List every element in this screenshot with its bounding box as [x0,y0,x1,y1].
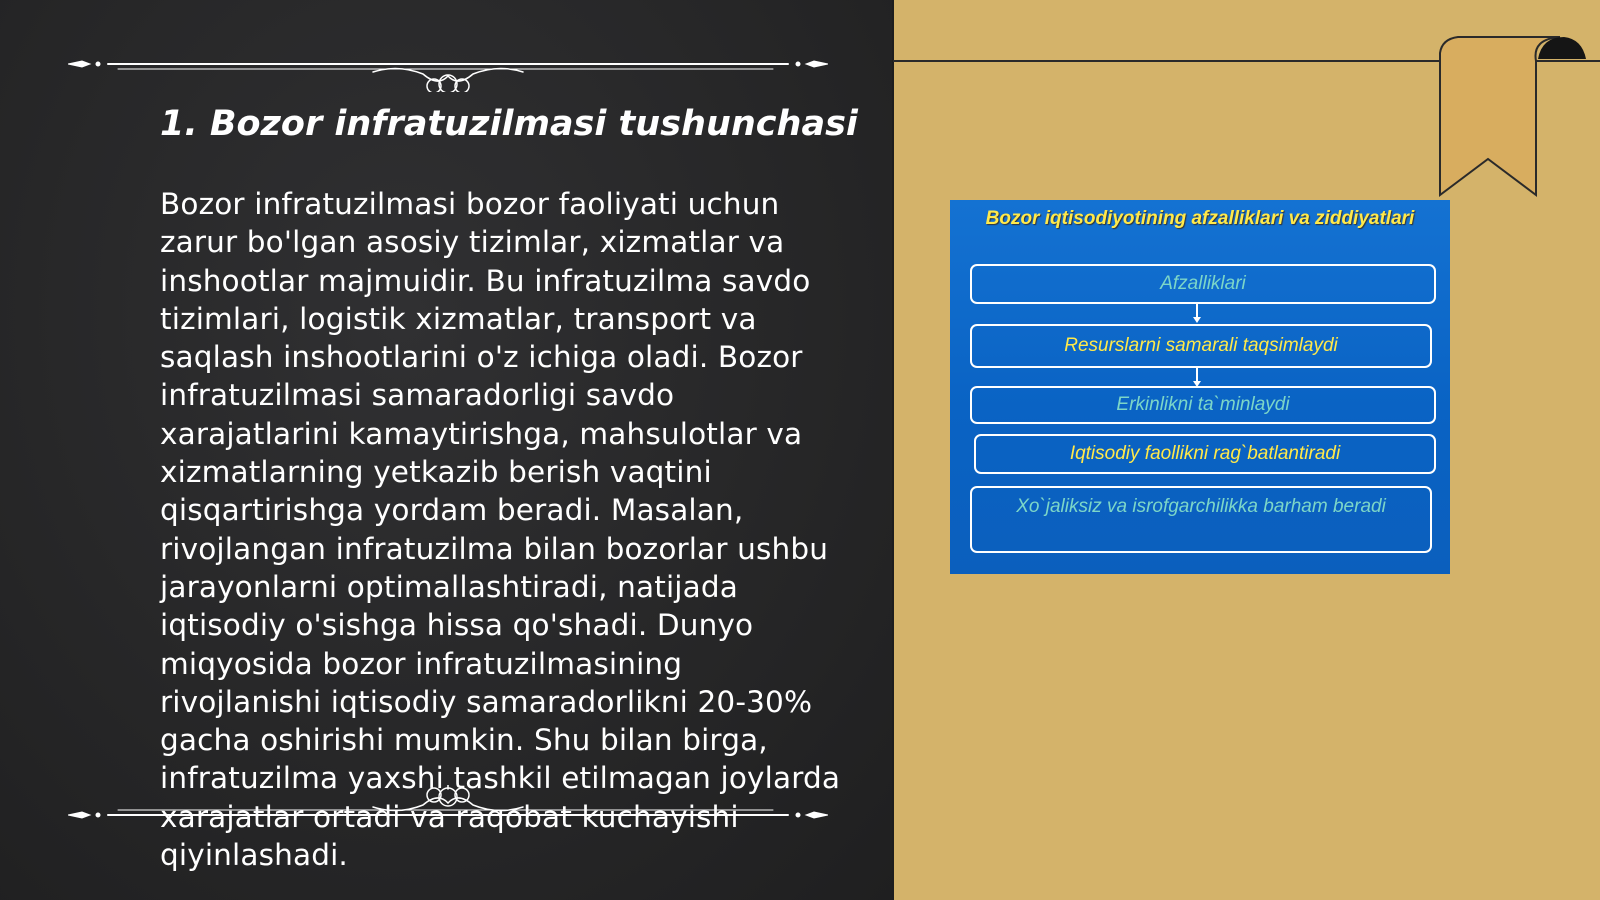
slide-title: 1. Bozor infratuzilmasi tushunchasi [160,104,858,144]
diagram-box-erkinlik: Erkinlikni ta`minlaydi [970,386,1436,424]
top-ornament-divider [68,42,828,92]
diagram-title: Bozor iqtisodiyotining afzalliklari va ziddiyatlari [985,208,1415,229]
diagram-box-isrofgarchilik: Xo`jaliksiz va isrofgarchilikka barham beradi [970,486,1432,553]
arrow-down-icon [1190,304,1204,324]
diagram-box-iqtisodiy-faollik: Iqtisodiy faollikni rag`batlantiradi [974,434,1436,474]
panel-divider [892,0,894,900]
arrow-down-icon [1190,368,1204,388]
diagram-image [950,200,1450,574]
bookmark-ribbon-icon [1432,35,1600,197]
diagram-box-afzalliklari: Afzalliklari [970,264,1436,304]
diagram-box-resurslar: Resurslarni samarali taqsimlaydi [970,324,1432,368]
slide-body-text: Bozor infratuzilmasi bozor faoliyati uchun zarur bo'lgan asosiy tizimlar, xizmatlar va inshootlar majmuidir. Bu infratuzilma savdo tizimlari, logistik xizmatlar, transport va saqlash inshootlarini o'z ichiga oladi. Bozor infratuzilmasi samaradorligi savdo xarajatlarini kamaytirishga, mahsulotlar va xizmatlarning yetkazib berish vaqtini qisqartirishga yordam beradi. Masalan, rivojlangan infratuzilma bilan bozorlar ushbu jarayonlarni optimallashtiradi, natijada iqtisodiy o'sishga hissa qo'shadi. Dunyo miqyosida bozor infratuzilmasining rivojlanishi iqtisodiy samaradorlikni 20-30% gacha oshirishi mumkin. Shu bilan birga, infratuzilma yaxshi tashkil etilmagan joylarda xarajatlar ortadi va raqobat kuchayishi qiyinlashadi. [160,187,841,873]
